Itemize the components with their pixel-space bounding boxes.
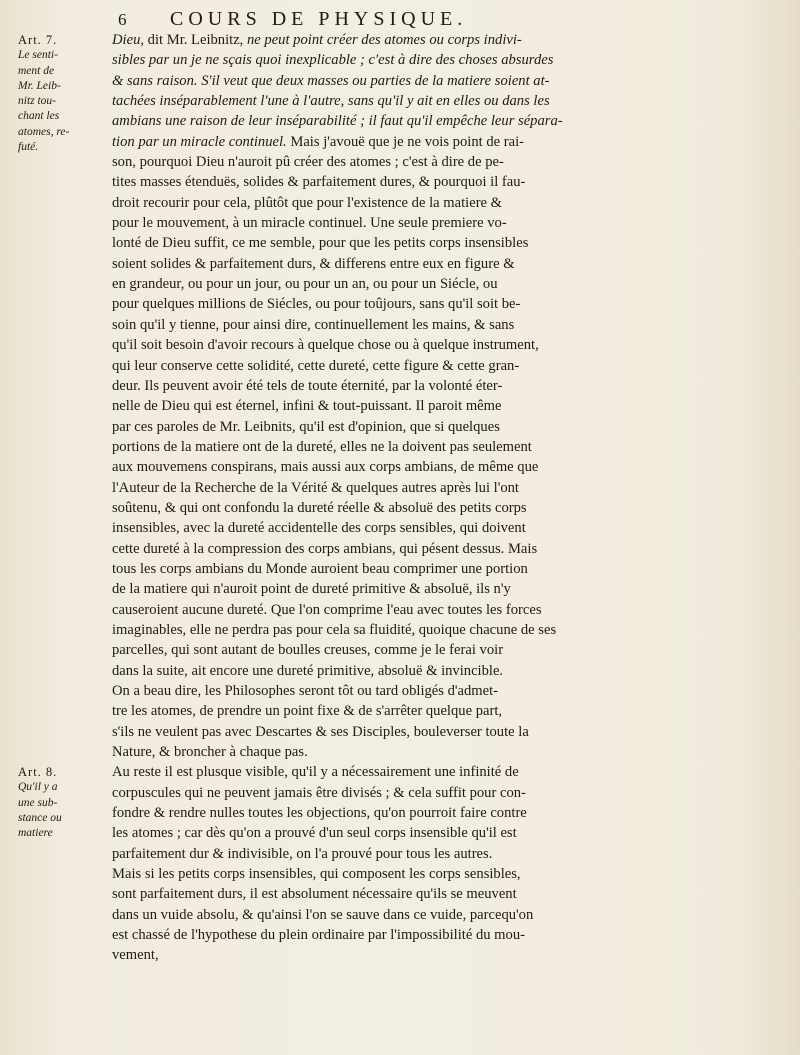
text-segment: s'ils ne veulent pas avec Descartes & ses Disciples, bouleverser toute la [112, 723, 529, 740]
text-segment: corpuscules qui ne peuvent jamais être divisés ; & cela suffit pour con- [112, 784, 526, 801]
text-segment: tion par un miracle continuel. [112, 133, 287, 150]
text-segment: parfaitement dur & indivisible, on l'a prouvé pour tous les autres. [112, 845, 493, 862]
text-segment: en grandeur, ou pour un jour, ou pour un an, ou pour un Siécle, ou [112, 276, 498, 293]
text-line [112, 396, 752, 416]
margin-note-line: Mr. Leib- [18, 79, 61, 92]
text-segment: Mais si les petits corps insensibles, qui composent les corps sensibles, [112, 866, 521, 883]
text-segment: Nature, & broncher à chaque pas. [112, 744, 308, 761]
text-segment: ne peut point créer des atomes ou corps indivi- [246, 32, 522, 48]
text-line [112, 925, 752, 945]
text-line [112, 640, 752, 660]
text-segment: son, pourquoi Dieu n'auroit pû créer des atomes ; c'est à dire de pe- [112, 154, 504, 171]
text-segment: vement, [112, 947, 159, 964]
text-segment: Dieu [112, 32, 141, 48]
text-segment: pour le mouvement, à un miracle continuel. Une seule premiere vo- [112, 215, 507, 232]
text-segment: soûtenu, & qui ont confondu la dureté réelle & absoluë des petits corps [112, 499, 527, 516]
text-segment: dans la suite, ait encore une dureté primitive, absoluë & invincible. [112, 662, 504, 679]
text-line [112, 884, 752, 904]
text-segment: dans un vuide absolu, & qu'ainsi l'on se sauve dans ce vuide, parcequ'on [112, 906, 534, 923]
text-segment: par ces paroles de Mr. Leibnits, qu'il est d'opinion, que si quelques [112, 418, 500, 435]
text-segment: & sans raison. S'il veut que deux masses ou parties de la matiere soient at- [112, 72, 550, 89]
margin-note-line: ment de [18, 64, 55, 77]
text-segment: tre les atomes, de prendre un point fixe & de s'arrêter quelque part, [112, 703, 503, 720]
margin-note-line: atomes, re- [18, 125, 70, 138]
text-segment: On a beau dire, les Philosophes seront tôt ou tard obligés d'admet- [112, 683, 499, 699]
text-line [112, 213, 752, 233]
text-line [112, 559, 752, 579]
text-segment: nelle de Dieu qui est éternel, infini & tout-puissant. Il paroit même [112, 398, 502, 415]
text-line [112, 437, 752, 457]
text-line [112, 844, 752, 864]
text-line [112, 50, 752, 70]
text-segment: Mais j'avouë que je ne vois point de rai- [286, 133, 524, 150]
text-line [112, 905, 752, 925]
text-line [112, 254, 752, 274]
text-line [112, 417, 752, 437]
margin-note-art-7 [18, 33, 100, 155]
text-line [112, 30, 752, 50]
text-line [112, 152, 752, 172]
text-line [112, 864, 752, 884]
text-line [112, 457, 752, 477]
text-line [112, 579, 752, 599]
text-segment: fondre & rendre nulles toutes les objections, qu'on pourroit faire contre [112, 805, 527, 822]
text-segment: sont parfaitement durs, il est absolument nécessaire qu'ils se meuvent [112, 886, 517, 903]
text-segment: lonté de Dieu suffit, ce me semble, pour que les petits corps insensibles [112, 235, 529, 252]
text-segment: parcelles, qui sont autant de boulles creuses, comme je le ferai voir [112, 642, 504, 659]
text-segment: les atomes ; car dès qu'on a prouvé d'un seul corps insensible qu'il est [112, 825, 517, 842]
text-segment: qu'il soit besoin d'avoir recours à quelque chose ou à quelque instrument, [112, 337, 539, 354]
text-line [112, 518, 752, 538]
margin-note-line: une sub- [18, 796, 58, 809]
text-segment: l'Auteur de la Recherche de la Vérité & quelques autres après lui l'ont [112, 479, 519, 496]
text-line [112, 71, 752, 91]
text-segment: , dit Mr. Leibnitz, [140, 32, 247, 48]
text-line [112, 701, 752, 721]
text-segment: cette dureté à la compression des corps ambians, qui pésent dessus. Mais [112, 540, 538, 557]
margin-note-line: chant les [18, 110, 60, 123]
text-segment: imaginables, elle ne perdra pas pour cela sa fluidité, quoique chacune de ses [112, 621, 557, 638]
text-segment: sibles par un je ne sçais quoi inexplicable ; c'est à dire des choses absurdes [112, 52, 554, 69]
text-line [112, 233, 752, 253]
margin-note-line: Qu'il y a [18, 781, 58, 794]
text-line [112, 762, 752, 782]
text-line [112, 478, 752, 498]
margin-note-line: Le senti- [18, 49, 58, 62]
text-line [112, 172, 752, 192]
text-segment: causeroient aucune dureté. Que l'on comprime l'eau avec toutes les forces [112, 601, 542, 618]
text-line [112, 823, 752, 843]
margin-note-line: futé. [18, 141, 39, 154]
text-segment: est chassé de l'hypothese du plein ordinaire par l'impossibilité du mou- [112, 927, 525, 944]
text-line [112, 315, 752, 335]
text-line [112, 376, 752, 396]
text-segment: tites masses étenduës, solides & parfaitement dures, & pourquoi il fau- [112, 174, 526, 191]
text-line [112, 722, 752, 742]
text-line [112, 783, 752, 803]
text-segment: tachées inséparablement l'une à l'autre, sans qu'il y ait en elles ou dans les [112, 93, 550, 110]
text-segment: insensibles, avec la dureté accidentelle des corps sensibles, qui doivent [112, 520, 526, 537]
running-title: COURS DE PHYSIQUE. [170, 8, 468, 30]
text-line [112, 620, 752, 640]
text-segment: tous les corps ambians du Monde auroient beau comprimer une portion [112, 560, 528, 577]
page-number: 6 [118, 10, 127, 29]
text-line [112, 498, 752, 518]
text-line [112, 294, 752, 314]
text-segment: de la matiere qui n'auroit point de dureté primitive & absoluë, ils n'y [112, 581, 511, 598]
text-line [112, 539, 752, 559]
text-segment: Au reste il est plusque visible, qu'il y a nécessairement une infinité de [112, 764, 519, 781]
text-segment: ambians une raison de leur inséparabilité ; il faut qu'il empêche leur sépara- [112, 113, 563, 130]
text-segment: soin qu'il y tienne, pour ainsi dire, continuellement les mains, & sans [112, 316, 515, 333]
text-line [112, 945, 752, 965]
text-line [112, 274, 752, 294]
text-line [112, 661, 752, 681]
margin-article-label: Art. 7. [18, 33, 58, 47]
margin-note-line: stance ou [18, 811, 62, 824]
text-line [112, 335, 752, 355]
margin-note-line: matiere [18, 827, 53, 840]
text-segment: qui leur conserve cette solidité, cette dureté, cette figure & cette gran- [112, 357, 520, 374]
text-segment: deur. Ils peuvent avoir été tels de toute éternité, par la volonté éter- [112, 377, 503, 394]
text-line [112, 111, 752, 131]
text-line [112, 132, 752, 152]
text-line [112, 681, 752, 701]
text-line [112, 91, 752, 111]
text-line [112, 742, 752, 762]
text-line [112, 356, 752, 376]
text-line [112, 193, 752, 213]
margin-note-line: nitz tou- [18, 95, 57, 108]
body-text [112, 30, 752, 966]
text-segment: pour quelques millions de Siécles, ou pour toûjours, sans qu'il soit be- [112, 296, 521, 313]
text-segment: droit recourir pour cela, plûtôt que pour l'existence de la matiere & [112, 194, 503, 211]
margin-article-label: Art. 8. [18, 765, 58, 779]
text-line [112, 803, 752, 823]
text-segment: portions de la matiere ont de la dureté, elles ne la doivent pas seulement [112, 438, 532, 455]
text-line [112, 600, 752, 620]
text-segment: soient solides & parfaitement durs, & differens entre eux en figure & [112, 255, 515, 272]
margin-note-art-8 [18, 765, 100, 841]
text-segment: aux mouvemens conspirans, mais aussi aux corps ambians, de même que [112, 459, 539, 476]
